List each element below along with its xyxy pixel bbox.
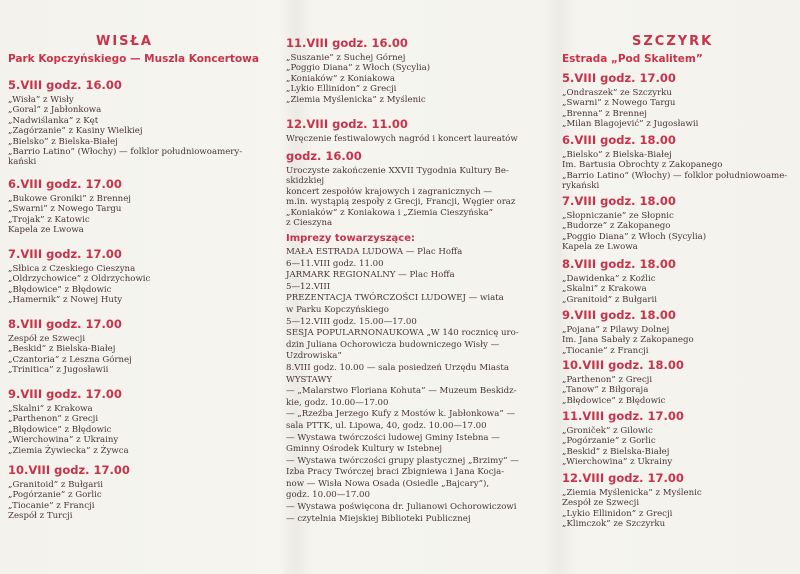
performer-line: „Czantoria” z Leszna Górnej: [8, 354, 132, 365]
middle-day-date: 11.VIII godz. 16.00: [286, 36, 408, 50]
szczyrk-day-block: [562, 71, 698, 130]
program-line: „Suszanie” z Suchej Górnej: [286, 53, 406, 63]
event-line: — Wystawa poświęcona dr. Julianowi Ochorowiczowi: [286, 502, 517, 513]
performer-line: „Tiocanie” z Francji: [562, 345, 649, 356]
szczyrk-day-date: 6.VIII godz. 18.00: [562, 133, 676, 147]
szczyrk-day-lines: [562, 488, 702, 530]
wisla-day-date: 5.VIII godz. 16.00: [8, 78, 122, 92]
performer-line: „Goral” z Jabłonkowa: [8, 105, 102, 116]
performer-line: „Słbica z Czeskiego Cieszyna: [8, 264, 136, 274]
szczyrk-day-date: 5.VIII godz. 17.00: [562, 71, 676, 85]
events-list: [286, 247, 519, 525]
middle-day-lines: [286, 53, 430, 105]
middle-day-lines: [286, 134, 518, 144]
performer-line: rykański: [562, 181, 600, 192]
event-line: — „Rzeźba Jerzego Kufy z Mostów k. Jabłonkowa” —: [286, 409, 516, 420]
middle-day12-block: [286, 117, 518, 144]
szczyrk-day-block: [562, 358, 684, 406]
performer-line: „Wisła” z Wisły: [8, 95, 74, 105]
szczyrk-day-date: 8.VIII godz. 18.00: [562, 257, 676, 271]
wisla-day-block: [8, 387, 129, 456]
szczyrk-day-block: [562, 194, 706, 253]
event-line: 8.VIII godz. 10.00 — sala posiedzeń Urzędu Miasta: [286, 362, 509, 373]
wisla-day-date: 6.VIII godz. 17.00: [8, 177, 122, 191]
szczyrk-day-block: [562, 308, 694, 356]
performer-line: „Ondraszek” ze Szczyrku: [562, 88, 672, 98]
performer-line: „Tiocanie” z Francji: [8, 500, 95, 511]
event-line: dzin Juliana Ochorowicza budowniczego Wisły —: [286, 339, 500, 350]
performer-line: Im. Bartusia Obrochty z Zakopanego: [562, 160, 723, 171]
szczyrk-day-date: 12.VIII godz. 17.00: [562, 471, 684, 485]
middle-day-lines: [286, 166, 515, 228]
performer-line: „Swarni” z Nowego Targu: [562, 98, 676, 109]
performer-line: „Groniček” z Gilowic: [562, 426, 653, 436]
program-line: „Lykio Ellinidon” z Grecji: [286, 84, 397, 95]
szczyrk-day-lines: [562, 211, 706, 253]
performer-line: „Wierchowina” z Ukrainy: [562, 457, 673, 468]
szczyrk-day-lines: [562, 88, 698, 130]
event-line: — „Malarstwo Floriana Kohuta” — Muzeum Beskidz-: [286, 386, 517, 397]
performer-line: Zespół ze Szwecji: [8, 334, 86, 344]
wisla-day-lines: [8, 334, 132, 376]
event-line: — Wystawa twórczości grupy plastycznej „Brzimy” —: [286, 455, 519, 466]
szczyrk-day-lines: [562, 325, 694, 356]
performer-line: Kapela ze Lwowa: [8, 225, 84, 236]
event-line: MAŁA ESTRADA LUDOWA — Plac Hoffa: [286, 247, 463, 257]
wisla-day-lines: [8, 194, 131, 236]
performer-line: „Pojana” z Pilawy Dolnej: [562, 325, 670, 335]
event-line: PREZENTACJA TWÓRCZOŚCI LUDOWEJ — wiata: [286, 293, 504, 304]
performer-line: „Trojak” z Katowic: [8, 214, 90, 225]
program-line: „Poggio Diana” z Włoch (Sycylia): [286, 63, 431, 74]
wisla-city-title: WISŁA: [96, 34, 153, 49]
wisla-day-lines: [8, 404, 129, 456]
performer-line: „Barrio Latino” (Włochy) — folklor południowoame-: [562, 170, 788, 181]
middle-day-date: 12.VIII godz. 11.00: [286, 117, 408, 131]
performer-line: „Parthenon” z Grecji: [562, 375, 653, 385]
wisla-day-block: [8, 78, 242, 168]
wisla-day-date: 9.VIII godz. 17.00: [8, 387, 122, 401]
event-line: Gminny Ośrodek Kultury w Istebnej: [286, 444, 443, 455]
performer-line: „Lykio Ellinidon” z Grecji: [562, 508, 673, 519]
wisla-day-lines: [8, 480, 130, 522]
event-line: WYSTAWY: [286, 374, 333, 385]
events-title: Imprezy towarzyszące:: [286, 233, 415, 244]
wisla-day-block: [8, 177, 131, 236]
szczyrk-day-date: 10.VIII godz. 18.00: [562, 358, 684, 372]
program-line: „Koniaków” z Koniakowa: [286, 73, 395, 84]
performer-line: „Parthenon” z Grecji: [8, 414, 99, 425]
middle-day11-block: [286, 36, 430, 105]
event-line: 6—11.VIII godz. 11.00: [286, 258, 384, 269]
performer-line: „Nadwiślanka” z Kęt: [8, 115, 99, 126]
performer-line: kański: [8, 157, 37, 168]
program-line: z Cieszyna: [286, 218, 333, 229]
event-line: godz. 10.00—17.00: [286, 490, 370, 501]
event-line: — czytelnia Miejskiej Biblioteki Publicznej: [286, 513, 471, 524]
performer-line: „Trinitica” z Jugosławii: [8, 365, 109, 376]
performer-line: „Błędowice” z Błędowic: [8, 284, 112, 295]
performer-line: „Słopniczanie” ze Słopnic: [562, 211, 674, 221]
wisla-venue: Park Kopczyńskiego — Muszla Koncertowa: [8, 53, 259, 65]
middle-day-date: godz. 16.00: [286, 149, 362, 163]
wisla-day-block: [8, 463, 130, 522]
performer-line: „Ziemia Żywiecka” z Żywca: [8, 445, 129, 456]
performer-line: „Bielsko” z Bielska-Białej: [562, 150, 672, 160]
wisla-day-block: [8, 317, 132, 376]
event-line: sala PTTK, ul. Lipowa, 40, godz. 10.00—17.00: [286, 420, 487, 431]
performer-line: Im. Jana Sabały z Zakopanego: [562, 335, 694, 346]
program-line: Wręczenie festiwalowych nagród i koncert laureatów: [286, 134, 518, 144]
event-line: now — Wisła Nowa Osada (Osiedle „Bajcary”),: [286, 478, 490, 489]
program-line: skidzkiej: [286, 176, 325, 187]
performer-line: „Poggio Diana” z Włoch (Sycylia): [562, 231, 707, 242]
performer-line: „Granitoid” z Bułgarii: [562, 294, 657, 305]
performer-line: Zespół z Turcji: [8, 511, 73, 522]
performer-line: „Tanow” z Biłgoraja: [562, 385, 649, 396]
wisla-day-date: 7.VIII godz. 17.00: [8, 247, 122, 261]
event-line: Izba Pracy Twórczej braci Zbigniewa i Jana Kocja-: [286, 467, 505, 478]
performer-line: „Budorze” z Zakopanego: [562, 221, 671, 232]
szczyrk-city-title: SZCZYRK: [632, 34, 714, 49]
middle-day12b-block: [286, 149, 515, 228]
performer-line: „Barrio Latino” (Włochy) — folklor południowoamery-: [8, 147, 243, 158]
szczyrk-day-block: [562, 133, 787, 192]
performer-line: „Granitoid” z Bułgarii: [8, 480, 103, 490]
event-line: kie, godz. 10.00—17.00: [286, 397, 389, 408]
szczyrk-day-block: [562, 471, 702, 530]
event-line: — Wystawa twórczości ludowej Gminy Istebna —: [286, 432, 500, 443]
performer-line: Kapela ze Lwowa: [562, 242, 638, 253]
performer-line: „Beskid” z Bielska-Białej: [8, 344, 116, 355]
performer-line: „Błędowice” z Błędowic: [562, 395, 666, 406]
program-line: Uroczyste zakończenie XXVII Tygodnia Kultury Be-: [286, 166, 509, 176]
performer-line: „Brenna” z Brennej: [562, 108, 647, 119]
performer-line: „Pogórzanie” z Gorlic: [562, 436, 656, 447]
event-line: Uzdrowiska”: [286, 351, 342, 362]
szczyrk-day-block: [562, 409, 684, 468]
performer-line: „Milan Blagojević” z Jugosławii: [562, 119, 699, 130]
wisla-day-date: 8.VIII godz. 17.00: [8, 317, 122, 331]
szczyrk-day-date: 7.VIII godz. 18.00: [562, 194, 676, 208]
performer-line: „Swarni” z Nowego Targu: [8, 204, 122, 215]
performer-line: „Dawidenka” z Koźlic: [562, 274, 656, 284]
performer-line: „Skalni” z Krakowa: [8, 404, 93, 414]
program-line: „Ziemia Myślenicka” z Myślenic: [286, 94, 426, 105]
szczyrk-day-date: 9.VIII godz. 18.00: [562, 308, 676, 322]
performer-line: „Ziemia Myślenicka” z Myślenic: [562, 488, 702, 498]
szczyrk-venue: Estrada „Pod Skalitem”: [562, 53, 703, 65]
event-line: 5—12.VIII: [286, 281, 331, 292]
performer-line: „Wierchowina” z Ukrainy: [8, 435, 119, 446]
program-line: „Koniaków” z Koniakowa i „Ziemia Cieszyńska”: [286, 207, 494, 218]
wisla-day-date: 10.VIII godz. 17.00: [8, 463, 130, 477]
performer-line: „Skalni” z Krakowa: [562, 284, 647, 295]
wisla-day-block: [8, 247, 150, 306]
wisla-day-lines: [8, 95, 242, 168]
performer-line: „Oldrzychowice” z Oldrzychowic: [8, 274, 151, 285]
performer-line: Zespół ze Szwecji: [562, 498, 640, 509]
event-line: 5—12.VIII godz. 15.00—17.00: [286, 316, 417, 327]
performer-line: „Zagórzanie” z Kasiny Wielkiej: [8, 126, 143, 137]
performer-line: „Beskid” z Bielska-Białej: [562, 446, 670, 457]
szczyrk-day-lines: [562, 426, 684, 468]
szczyrk-day-lines: [562, 150, 787, 192]
performer-line: „Błędowice” z Błędowic: [8, 424, 112, 435]
performer-line: „Bukowe Groniki” z Brennej: [8, 194, 131, 204]
event-line: JARMARK REGIONALNY — Plac Hoffa: [286, 270, 455, 281]
performer-line: „Klimczok” ze Szczyrku: [562, 519, 666, 530]
performer-line: „Bielsko” z Bielska-Białej: [8, 136, 118, 147]
program-line: m.in. wystąpią zespoły z Grecji, Francji, Węgier oraz: [286, 197, 516, 208]
szczyrk-day-lines: [562, 274, 676, 305]
wisla-day-lines: [8, 264, 150, 306]
event-line: w Parku Kopczyńskiego: [286, 304, 389, 315]
performer-line: „Pogórzanie” z Gorlic: [8, 490, 102, 501]
program-line: koncert zespołów krajowych i zagranicznych —: [286, 186, 492, 197]
szczyrk-day-lines: [562, 375, 684, 406]
szczyrk-day-block: [562, 257, 676, 305]
performer-line: „Hamernik” z Nowej Huty: [8, 295, 123, 306]
event-line: SESJA POPULARNONAUKOWA „W 140 rocznicę uro-: [286, 328, 519, 339]
szczyrk-day-date: 11.VIII godz. 17.00: [562, 409, 684, 423]
